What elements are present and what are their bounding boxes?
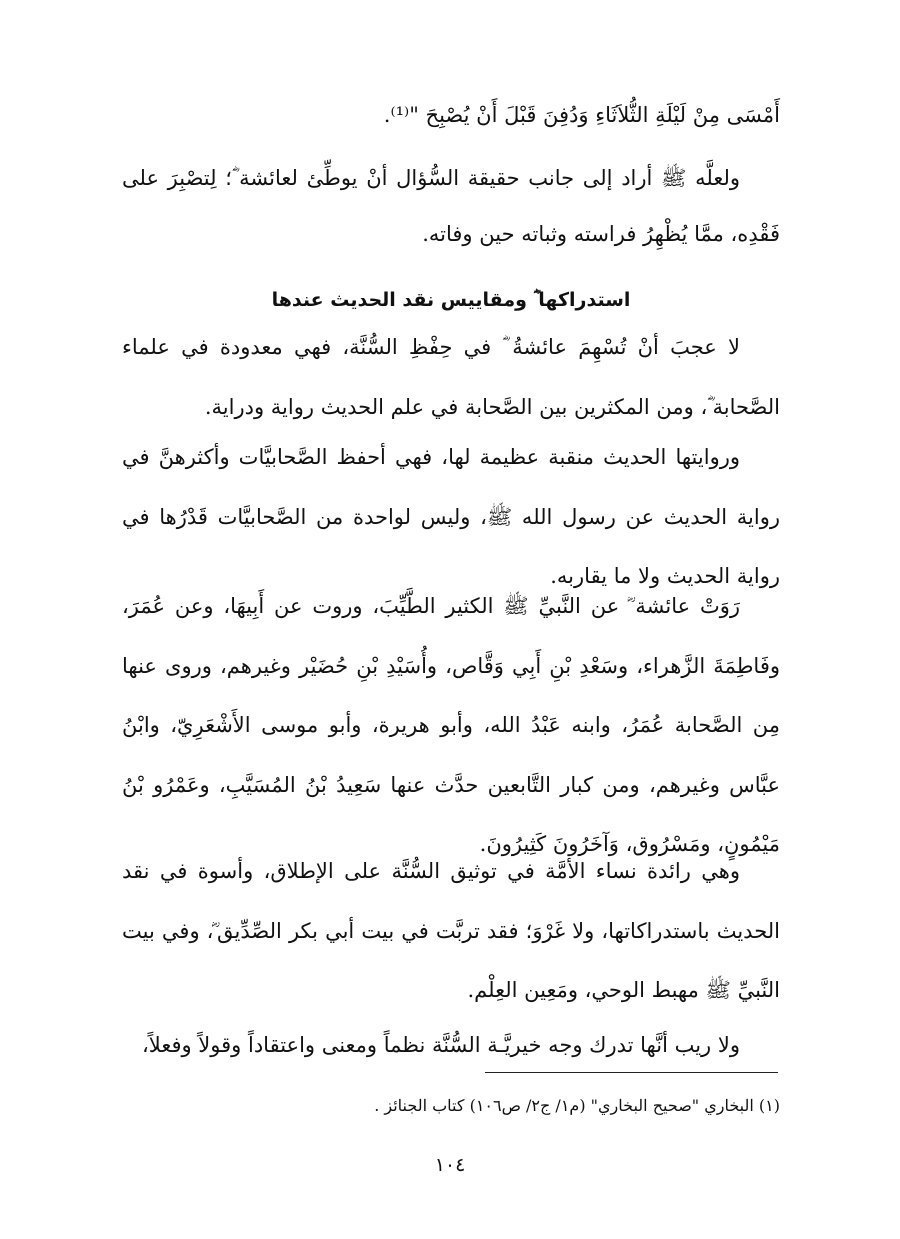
paragraph-continuation <box>122 1021 780 1069</box>
quote-text: أَمْسَى مِنْ لَيْلَةِ الثُّلاَثَاءِ وَدُفِنَ قَبْلَ أَنْ يُصْبِحَ "⁽¹⁾. <box>383 103 780 127</box>
paragraph-text: وروايتها الحديث منقبة عظيمة لها، فهي أحفظ الصَّحابيَّات وأكثرهنَّ في رواية الحديث عن رسول الله ﷺ، وليس لواحدة من الصَّحابيَّات قَدْرُها في رواية الحديث ولا ما يقاربه. <box>122 445 780 588</box>
paragraph-text: ولا ريب أنَّها تدرك وجه خيريَّـة السُّنَّة نظماً ومعنى واعتقاداً وقولاً وفعلاً، <box>142 1033 740 1057</box>
paragraph-text: لا عجبَ أنْ تُسْهِمَ عائشةُ ؓ في حِفْظِ السُّنَّة، فهي معدودة في علماء الصَّحابة ؓ، ومن المكثرين بين الصَّحابة في علم الحديث رواية ودراية. <box>122 335 780 419</box>
paragraph-wisdom <box>122 150 780 262</box>
paragraph-pioneer <box>122 842 780 1021</box>
paragraph-narrators <box>122 577 780 875</box>
page-number: ١٠٤ <box>434 1154 466 1176</box>
footnote-divider <box>485 1072 778 1073</box>
paragraph-role-in-sunnah <box>122 318 780 437</box>
paragraph-text: رَوَتْ عائشة ؓ عن النَّبيِّ ﷺ الكثير الطَّيِّبَ، وروت عن أَبِيهَا، وعن عُمَرَ، وفَاطِمَةَ الزَّهراء، وسَعْدِ بْنِ أَبِي وَقَّاص، وأُسَيْدِ بْنِ حُضَيْر وغيرهم، وروى عنها مِن الصَّحابة عُمَرُ، وابنه عَبْدُ الله، وأبو هريرة، وأبو موسى الأَشْعَرِيّ، وابْنُ عبَّاس وغيرهم، ومن كبار التَّابعين حدَّث عنها سَعِيدُ بْنُ المُسَيَّبِ، وعَمْرُو بْنُ مَيْمُونٍ، ومَسْرُوق، وَآخَرُونَ كَثِيرُونَ. <box>122 594 780 856</box>
paragraph-text: ولعلَّه ﷺ أراد إلى جانب حقيقة السُّؤال أنْ يوطِّئ لعائشة ؓ؛ لِتصْبِرَ على فَقْدِه، ممَّا يُظْهِرُ فراسته وثباته حين وفاته. <box>122 166 780 246</box>
footnote: (١) البخاري "صحيح البخاري" (م١/ ج٢/ ص١٠٦) كتاب الجنائز . <box>374 1096 780 1115</box>
paragraph-text: وهي رائدة نساء الأمَّة في توثيق السُّنَّة على الإطلاق، وأسوة في نقد الحديث باستدراكاتها، ولا غَرْوَ؛ فقد تربَّت في بيت أبي بكر الصِّدِّيق ؓ، وفي بيت النَّبيِّ ﷺ مهبط الوحي، ومَعِين العِلْم. <box>122 859 780 1002</box>
section-heading: استدراكها ؓ ومقاييس نقد الحديث عندها <box>271 289 631 311</box>
hadith-quote-line <box>122 90 780 140</box>
